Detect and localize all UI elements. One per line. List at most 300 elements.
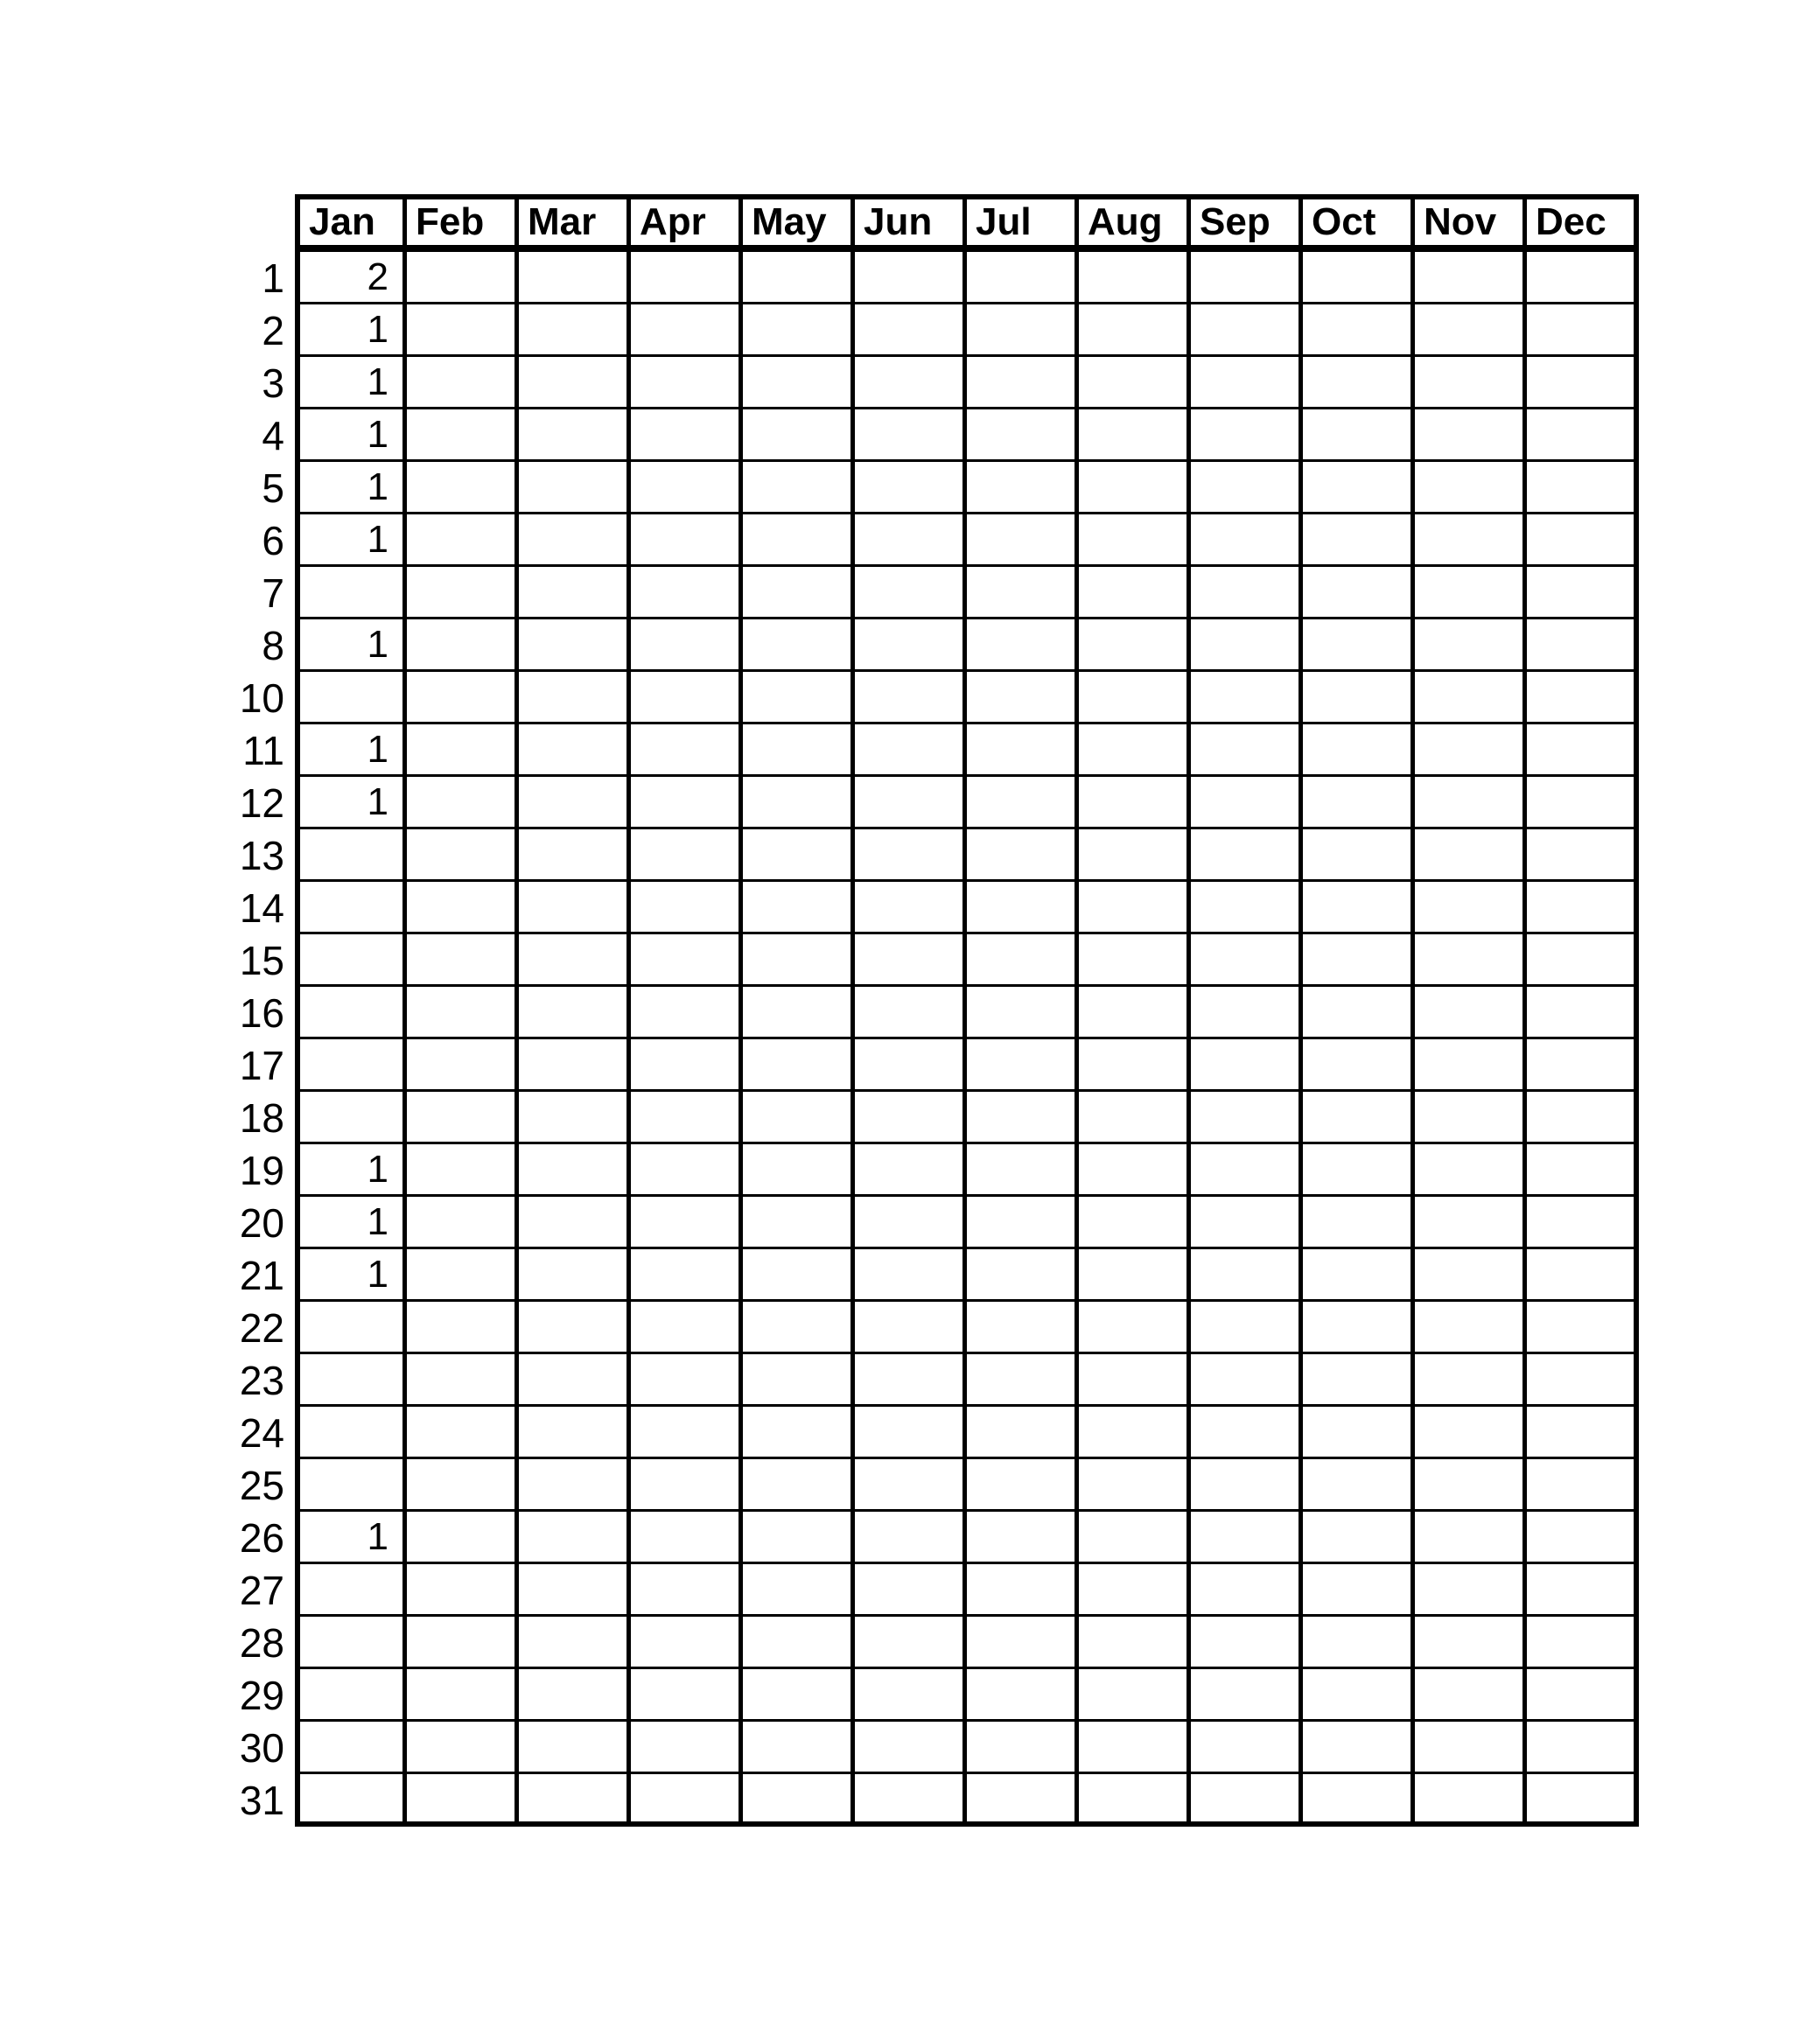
grid-cell-mar-12[interactable] <box>519 777 631 829</box>
grid-cell-oct-24[interactable] <box>1303 1407 1415 1459</box>
grid-cell-apr-22[interactable] <box>631 1302 743 1354</box>
grid-cell-dec-4[interactable] <box>1527 409 1639 462</box>
grid-cell-jun-13[interactable] <box>855 829 967 882</box>
grid-cell-may-17[interactable] <box>743 1039 855 1092</box>
grid-cell-apr-8[interactable] <box>631 619 743 672</box>
grid-cell-jul-21[interactable] <box>967 1249 1079 1302</box>
grid-cell-jan-7[interactable] <box>295 567 407 619</box>
grid-cell-aug-19[interactable] <box>1079 1144 1191 1197</box>
grid-cell-may-26[interactable] <box>743 1512 855 1564</box>
grid-cell-jul-30[interactable] <box>967 1722 1079 1774</box>
grid-cell-jul-12[interactable] <box>967 777 1079 829</box>
grid-cell-mar-3[interactable] <box>519 357 631 409</box>
grid-cell-jun-15[interactable] <box>855 934 967 987</box>
grid-cell-aug-8[interactable] <box>1079 619 1191 672</box>
grid-cell-jul-1[interactable] <box>967 252 1079 304</box>
day-label-2[interactable]: 2 <box>192 304 295 357</box>
grid-cell-feb-23[interactable] <box>407 1354 519 1407</box>
grid-cell-jul-4[interactable] <box>967 409 1079 462</box>
grid-cell-apr-5[interactable] <box>631 462 743 514</box>
grid-cell-feb-26[interactable] <box>407 1512 519 1564</box>
grid-cell-may-24[interactable] <box>743 1407 855 1459</box>
grid-cell-nov-2[interactable] <box>1415 304 1527 357</box>
grid-cell-oct-17[interactable] <box>1303 1039 1415 1092</box>
month-header-dec[interactable]: Dec <box>1527 194 1639 252</box>
grid-cell-jul-29[interactable] <box>967 1669 1079 1722</box>
grid-cell-jun-7[interactable] <box>855 567 967 619</box>
grid-cell-dec-28[interactable] <box>1527 1617 1639 1669</box>
day-label-21[interactable]: 21 <box>192 1249 295 1302</box>
grid-cell-apr-6[interactable] <box>631 514 743 567</box>
grid-cell-aug-6[interactable] <box>1079 514 1191 567</box>
grid-cell-sep-30[interactable] <box>1191 1722 1303 1774</box>
day-label-4[interactable]: 4 <box>192 409 295 462</box>
grid-cell-jan-4[interactable]: 1 <box>295 409 407 462</box>
grid-cell-mar-15[interactable] <box>519 934 631 987</box>
grid-cell-nov-3[interactable] <box>1415 357 1527 409</box>
month-header-jan[interactable]: Jan <box>295 194 407 252</box>
grid-cell-oct-7[interactable] <box>1303 567 1415 619</box>
grid-cell-feb-20[interactable] <box>407 1197 519 1249</box>
grid-cell-may-1[interactable] <box>743 252 855 304</box>
grid-cell-feb-18[interactable] <box>407 1092 519 1144</box>
grid-cell-dec-30[interactable] <box>1527 1722 1639 1774</box>
grid-cell-dec-16[interactable] <box>1527 987 1639 1039</box>
grid-cell-dec-20[interactable] <box>1527 1197 1639 1249</box>
grid-cell-aug-26[interactable] <box>1079 1512 1191 1564</box>
grid-cell-feb-3[interactable] <box>407 357 519 409</box>
grid-cell-aug-11[interactable] <box>1079 724 1191 777</box>
month-header-aug[interactable]: Aug <box>1079 194 1191 252</box>
day-label-12[interactable]: 12 <box>192 777 295 829</box>
grid-cell-aug-23[interactable] <box>1079 1354 1191 1407</box>
grid-cell-feb-15[interactable] <box>407 934 519 987</box>
grid-cell-oct-16[interactable] <box>1303 987 1415 1039</box>
grid-cell-feb-10[interactable] <box>407 672 519 724</box>
grid-cell-jun-25[interactable] <box>855 1459 967 1512</box>
grid-cell-apr-25[interactable] <box>631 1459 743 1512</box>
grid-cell-jun-26[interactable] <box>855 1512 967 1564</box>
grid-cell-mar-27[interactable] <box>519 1564 631 1617</box>
grid-cell-sep-27[interactable] <box>1191 1564 1303 1617</box>
day-label-18[interactable]: 18 <box>192 1092 295 1144</box>
grid-cell-apr-17[interactable] <box>631 1039 743 1092</box>
grid-cell-feb-29[interactable] <box>407 1669 519 1722</box>
grid-cell-may-19[interactable] <box>743 1144 855 1197</box>
grid-cell-nov-13[interactable] <box>1415 829 1527 882</box>
grid-cell-jun-12[interactable] <box>855 777 967 829</box>
grid-cell-aug-4[interactable] <box>1079 409 1191 462</box>
grid-cell-sep-29[interactable] <box>1191 1669 1303 1722</box>
grid-cell-may-21[interactable] <box>743 1249 855 1302</box>
grid-cell-aug-3[interactable] <box>1079 357 1191 409</box>
day-label-23[interactable]: 23 <box>192 1354 295 1407</box>
grid-cell-mar-31[interactable] <box>519 1774 631 1827</box>
grid-cell-may-14[interactable] <box>743 882 855 934</box>
grid-cell-sep-22[interactable] <box>1191 1302 1303 1354</box>
grid-cell-jun-20[interactable] <box>855 1197 967 1249</box>
grid-cell-may-5[interactable] <box>743 462 855 514</box>
grid-cell-jul-2[interactable] <box>967 304 1079 357</box>
grid-cell-apr-31[interactable] <box>631 1774 743 1827</box>
grid-cell-jun-10[interactable] <box>855 672 967 724</box>
grid-cell-nov-11[interactable] <box>1415 724 1527 777</box>
grid-cell-oct-30[interactable] <box>1303 1722 1415 1774</box>
grid-cell-nov-20[interactable] <box>1415 1197 1527 1249</box>
grid-cell-nov-12[interactable] <box>1415 777 1527 829</box>
grid-cell-apr-3[interactable] <box>631 357 743 409</box>
day-label-29[interactable]: 29 <box>192 1669 295 1722</box>
grid-cell-nov-1[interactable] <box>1415 252 1527 304</box>
grid-cell-mar-16[interactable] <box>519 987 631 1039</box>
grid-cell-jul-22[interactable] <box>967 1302 1079 1354</box>
grid-cell-oct-4[interactable] <box>1303 409 1415 462</box>
grid-cell-oct-6[interactable] <box>1303 514 1415 567</box>
grid-cell-dec-27[interactable] <box>1527 1564 1639 1617</box>
grid-cell-may-23[interactable] <box>743 1354 855 1407</box>
grid-cell-sep-28[interactable] <box>1191 1617 1303 1669</box>
grid-cell-dec-29[interactable] <box>1527 1669 1639 1722</box>
grid-cell-oct-21[interactable] <box>1303 1249 1415 1302</box>
day-label-22[interactable]: 22 <box>192 1302 295 1354</box>
grid-cell-mar-30[interactable] <box>519 1722 631 1774</box>
grid-cell-mar-26[interactable] <box>519 1512 631 1564</box>
grid-cell-jul-18[interactable] <box>967 1092 1079 1144</box>
grid-cell-nov-28[interactable] <box>1415 1617 1527 1669</box>
grid-cell-jan-18[interactable] <box>295 1092 407 1144</box>
grid-cell-apr-30[interactable] <box>631 1722 743 1774</box>
grid-cell-apr-13[interactable] <box>631 829 743 882</box>
grid-cell-nov-19[interactable] <box>1415 1144 1527 1197</box>
grid-cell-nov-18[interactable] <box>1415 1092 1527 1144</box>
grid-cell-dec-1[interactable] <box>1527 252 1639 304</box>
grid-cell-nov-26[interactable] <box>1415 1512 1527 1564</box>
day-label-5[interactable]: 5 <box>192 462 295 514</box>
grid-cell-feb-21[interactable] <box>407 1249 519 1302</box>
grid-cell-apr-15[interactable] <box>631 934 743 987</box>
grid-cell-dec-13[interactable] <box>1527 829 1639 882</box>
grid-cell-jul-20[interactable] <box>967 1197 1079 1249</box>
grid-cell-may-30[interactable] <box>743 1722 855 1774</box>
grid-cell-feb-31[interactable] <box>407 1774 519 1827</box>
grid-cell-jul-14[interactable] <box>967 882 1079 934</box>
day-label-25[interactable]: 25 <box>192 1459 295 1512</box>
grid-cell-apr-27[interactable] <box>631 1564 743 1617</box>
grid-cell-aug-7[interactable] <box>1079 567 1191 619</box>
day-label-3[interactable]: 3 <box>192 357 295 409</box>
grid-cell-sep-4[interactable] <box>1191 409 1303 462</box>
grid-cell-feb-8[interactable] <box>407 619 519 672</box>
grid-cell-may-7[interactable] <box>743 567 855 619</box>
grid-cell-dec-12[interactable] <box>1527 777 1639 829</box>
grid-cell-apr-20[interactable] <box>631 1197 743 1249</box>
grid-cell-nov-31[interactable] <box>1415 1774 1527 1827</box>
grid-cell-feb-13[interactable] <box>407 829 519 882</box>
grid-cell-sep-7[interactable] <box>1191 567 1303 619</box>
grid-cell-mar-19[interactable] <box>519 1144 631 1197</box>
grid-cell-may-29[interactable] <box>743 1669 855 1722</box>
grid-cell-dec-6[interactable] <box>1527 514 1639 567</box>
grid-cell-jan-17[interactable] <box>295 1039 407 1092</box>
grid-cell-dec-17[interactable] <box>1527 1039 1639 1092</box>
day-label-19[interactable]: 19 <box>192 1144 295 1197</box>
grid-cell-oct-28[interactable] <box>1303 1617 1415 1669</box>
month-header-sep[interactable]: Sep <box>1191 194 1303 252</box>
day-label-15[interactable]: 15 <box>192 934 295 987</box>
grid-cell-may-12[interactable] <box>743 777 855 829</box>
grid-cell-feb-27[interactable] <box>407 1564 519 1617</box>
grid-cell-nov-24[interactable] <box>1415 1407 1527 1459</box>
day-label-10[interactable]: 10 <box>192 672 295 724</box>
grid-cell-apr-2[interactable] <box>631 304 743 357</box>
grid-cell-jan-31[interactable] <box>295 1774 407 1827</box>
grid-cell-apr-10[interactable] <box>631 672 743 724</box>
grid-cell-jan-24[interactable] <box>295 1407 407 1459</box>
grid-cell-mar-21[interactable] <box>519 1249 631 1302</box>
grid-cell-sep-15[interactable] <box>1191 934 1303 987</box>
grid-cell-dec-19[interactable] <box>1527 1144 1639 1197</box>
grid-cell-jun-24[interactable] <box>855 1407 967 1459</box>
grid-cell-feb-28[interactable] <box>407 1617 519 1669</box>
grid-cell-jun-17[interactable] <box>855 1039 967 1092</box>
grid-cell-jul-27[interactable] <box>967 1564 1079 1617</box>
grid-cell-nov-8[interactable] <box>1415 619 1527 672</box>
grid-cell-jan-28[interactable] <box>295 1617 407 1669</box>
day-label-14[interactable]: 14 <box>192 882 295 934</box>
day-label-31[interactable]: 31 <box>192 1774 295 1827</box>
grid-cell-may-4[interactable] <box>743 409 855 462</box>
grid-cell-jul-31[interactable] <box>967 1774 1079 1827</box>
grid-cell-jan-23[interactable] <box>295 1354 407 1407</box>
grid-cell-apr-23[interactable] <box>631 1354 743 1407</box>
grid-cell-may-11[interactable] <box>743 724 855 777</box>
grid-cell-jul-13[interactable] <box>967 829 1079 882</box>
grid-cell-jul-26[interactable] <box>967 1512 1079 1564</box>
grid-cell-oct-14[interactable] <box>1303 882 1415 934</box>
grid-cell-mar-10[interactable] <box>519 672 631 724</box>
grid-cell-sep-5[interactable] <box>1191 462 1303 514</box>
grid-cell-sep-11[interactable] <box>1191 724 1303 777</box>
grid-cell-jan-19[interactable]: 1 <box>295 1144 407 1197</box>
day-label-27[interactable]: 27 <box>192 1564 295 1617</box>
grid-cell-may-28[interactable] <box>743 1617 855 1669</box>
grid-cell-feb-14[interactable] <box>407 882 519 934</box>
grid-cell-jan-11[interactable]: 1 <box>295 724 407 777</box>
grid-cell-apr-7[interactable] <box>631 567 743 619</box>
grid-cell-sep-20[interactable] <box>1191 1197 1303 1249</box>
grid-cell-jul-11[interactable] <box>967 724 1079 777</box>
grid-cell-jul-5[interactable] <box>967 462 1079 514</box>
grid-cell-jun-21[interactable] <box>855 1249 967 1302</box>
grid-cell-oct-22[interactable] <box>1303 1302 1415 1354</box>
grid-cell-may-25[interactable] <box>743 1459 855 1512</box>
grid-cell-oct-2[interactable] <box>1303 304 1415 357</box>
grid-cell-mar-13[interactable] <box>519 829 631 882</box>
day-label-30[interactable]: 30 <box>192 1722 295 1774</box>
day-label-16[interactable]: 16 <box>192 987 295 1039</box>
month-header-jul[interactable]: Jul <box>967 194 1079 252</box>
grid-cell-jan-25[interactable] <box>295 1459 407 1512</box>
grid-cell-sep-14[interactable] <box>1191 882 1303 934</box>
grid-cell-may-15[interactable] <box>743 934 855 987</box>
grid-cell-jun-16[interactable] <box>855 987 967 1039</box>
grid-cell-jul-7[interactable] <box>967 567 1079 619</box>
grid-cell-jan-12[interactable]: 1 <box>295 777 407 829</box>
grid-cell-mar-17[interactable] <box>519 1039 631 1092</box>
grid-cell-mar-7[interactable] <box>519 567 631 619</box>
grid-cell-mar-5[interactable] <box>519 462 631 514</box>
grid-cell-jul-17[interactable] <box>967 1039 1079 1092</box>
grid-cell-jul-24[interactable] <box>967 1407 1079 1459</box>
grid-cell-apr-14[interactable] <box>631 882 743 934</box>
grid-cell-mar-29[interactable] <box>519 1669 631 1722</box>
grid-cell-jul-15[interactable] <box>967 934 1079 987</box>
grid-cell-jan-16[interactable] <box>295 987 407 1039</box>
day-label-6[interactable]: 6 <box>192 514 295 567</box>
grid-cell-jan-10[interactable] <box>295 672 407 724</box>
grid-cell-may-31[interactable] <box>743 1774 855 1827</box>
grid-cell-dec-10[interactable] <box>1527 672 1639 724</box>
grid-cell-oct-10[interactable] <box>1303 672 1415 724</box>
grid-cell-apr-11[interactable] <box>631 724 743 777</box>
grid-cell-mar-20[interactable] <box>519 1197 631 1249</box>
day-label-17[interactable]: 17 <box>192 1039 295 1092</box>
grid-cell-nov-22[interactable] <box>1415 1302 1527 1354</box>
grid-cell-aug-28[interactable] <box>1079 1617 1191 1669</box>
grid-cell-mar-11[interactable] <box>519 724 631 777</box>
grid-cell-jan-15[interactable] <box>295 934 407 987</box>
month-header-mar[interactable]: Mar <box>519 194 631 252</box>
grid-cell-sep-10[interactable] <box>1191 672 1303 724</box>
grid-cell-oct-5[interactable] <box>1303 462 1415 514</box>
grid-cell-apr-1[interactable] <box>631 252 743 304</box>
grid-cell-aug-15[interactable] <box>1079 934 1191 987</box>
grid-cell-jan-2[interactable]: 1 <box>295 304 407 357</box>
grid-cell-jan-5[interactable]: 1 <box>295 462 407 514</box>
grid-cell-mar-14[interactable] <box>519 882 631 934</box>
grid-cell-apr-16[interactable] <box>631 987 743 1039</box>
grid-cell-may-6[interactable] <box>743 514 855 567</box>
grid-cell-jun-3[interactable] <box>855 357 967 409</box>
grid-cell-apr-24[interactable] <box>631 1407 743 1459</box>
day-label-28[interactable]: 28 <box>192 1617 295 1669</box>
month-header-may[interactable]: May <box>743 194 855 252</box>
grid-cell-nov-23[interactable] <box>1415 1354 1527 1407</box>
grid-cell-apr-26[interactable] <box>631 1512 743 1564</box>
grid-cell-jan-27[interactable] <box>295 1564 407 1617</box>
grid-cell-jun-14[interactable] <box>855 882 967 934</box>
grid-cell-feb-7[interactable] <box>407 567 519 619</box>
grid-cell-oct-15[interactable] <box>1303 934 1415 987</box>
grid-cell-dec-23[interactable] <box>1527 1354 1639 1407</box>
grid-cell-jan-1[interactable]: 2 <box>295 252 407 304</box>
grid-cell-feb-22[interactable] <box>407 1302 519 1354</box>
grid-cell-jun-6[interactable] <box>855 514 967 567</box>
grid-cell-aug-24[interactable] <box>1079 1407 1191 1459</box>
grid-cell-aug-22[interactable] <box>1079 1302 1191 1354</box>
grid-cell-jun-4[interactable] <box>855 409 967 462</box>
grid-cell-nov-4[interactable] <box>1415 409 1527 462</box>
day-label-1[interactable]: 1 <box>192 252 295 304</box>
grid-cell-mar-18[interactable] <box>519 1092 631 1144</box>
grid-cell-sep-23[interactable] <box>1191 1354 1303 1407</box>
day-label-20[interactable]: 20 <box>192 1197 295 1249</box>
grid-cell-mar-4[interactable] <box>519 409 631 462</box>
grid-cell-oct-13[interactable] <box>1303 829 1415 882</box>
grid-cell-sep-25[interactable] <box>1191 1459 1303 1512</box>
grid-cell-may-2[interactable] <box>743 304 855 357</box>
grid-cell-oct-8[interactable] <box>1303 619 1415 672</box>
grid-cell-dec-7[interactable] <box>1527 567 1639 619</box>
grid-cell-dec-21[interactable] <box>1527 1249 1639 1302</box>
grid-cell-aug-2[interactable] <box>1079 304 1191 357</box>
grid-cell-apr-4[interactable] <box>631 409 743 462</box>
grid-cell-oct-18[interactable] <box>1303 1092 1415 1144</box>
grid-cell-apr-18[interactable] <box>631 1092 743 1144</box>
grid-cell-mar-1[interactable] <box>519 252 631 304</box>
grid-cell-nov-14[interactable] <box>1415 882 1527 934</box>
grid-cell-dec-5[interactable] <box>1527 462 1639 514</box>
grid-cell-feb-16[interactable] <box>407 987 519 1039</box>
grid-cell-mar-6[interactable] <box>519 514 631 567</box>
grid-cell-may-22[interactable] <box>743 1302 855 1354</box>
grid-cell-jan-26[interactable]: 1 <box>295 1512 407 1564</box>
grid-cell-aug-20[interactable] <box>1079 1197 1191 1249</box>
grid-cell-jun-28[interactable] <box>855 1617 967 1669</box>
grid-cell-sep-19[interactable] <box>1191 1144 1303 1197</box>
grid-cell-aug-30[interactable] <box>1079 1722 1191 1774</box>
grid-cell-jul-25[interactable] <box>967 1459 1079 1512</box>
grid-cell-sep-21[interactable] <box>1191 1249 1303 1302</box>
grid-cell-oct-20[interactable] <box>1303 1197 1415 1249</box>
grid-cell-oct-25[interactable] <box>1303 1459 1415 1512</box>
grid-cell-dec-11[interactable] <box>1527 724 1639 777</box>
grid-cell-oct-27[interactable] <box>1303 1564 1415 1617</box>
grid-cell-apr-21[interactable] <box>631 1249 743 1302</box>
day-label-24[interactable]: 24 <box>192 1407 295 1459</box>
grid-cell-oct-1[interactable] <box>1303 252 1415 304</box>
grid-cell-dec-22[interactable] <box>1527 1302 1639 1354</box>
grid-cell-jan-3[interactable]: 1 <box>295 357 407 409</box>
grid-cell-jul-8[interactable] <box>967 619 1079 672</box>
grid-cell-apr-29[interactable] <box>631 1669 743 1722</box>
grid-cell-mar-22[interactable] <box>519 1302 631 1354</box>
grid-cell-may-27[interactable] <box>743 1564 855 1617</box>
grid-cell-sep-3[interactable] <box>1191 357 1303 409</box>
grid-cell-mar-2[interactable] <box>519 304 631 357</box>
grid-cell-aug-13[interactable] <box>1079 829 1191 882</box>
grid-cell-feb-17[interactable] <box>407 1039 519 1092</box>
grid-cell-jan-6[interactable]: 1 <box>295 514 407 567</box>
month-header-nov[interactable]: Nov <box>1415 194 1527 252</box>
grid-cell-mar-8[interactable] <box>519 619 631 672</box>
grid-cell-aug-5[interactable] <box>1079 462 1191 514</box>
grid-cell-sep-24[interactable] <box>1191 1407 1303 1459</box>
month-header-feb[interactable]: Feb <box>407 194 519 252</box>
grid-cell-may-16[interactable] <box>743 987 855 1039</box>
grid-cell-mar-24[interactable] <box>519 1407 631 1459</box>
grid-cell-nov-25[interactable] <box>1415 1459 1527 1512</box>
grid-cell-dec-26[interactable] <box>1527 1512 1639 1564</box>
grid-cell-dec-31[interactable] <box>1527 1774 1639 1827</box>
day-label-13[interactable]: 13 <box>192 829 295 882</box>
grid-cell-jul-23[interactable] <box>967 1354 1079 1407</box>
grid-cell-jun-5[interactable] <box>855 462 967 514</box>
grid-cell-aug-21[interactable] <box>1079 1249 1191 1302</box>
grid-cell-oct-31[interactable] <box>1303 1774 1415 1827</box>
grid-cell-feb-1[interactable] <box>407 252 519 304</box>
grid-cell-sep-2[interactable] <box>1191 304 1303 357</box>
